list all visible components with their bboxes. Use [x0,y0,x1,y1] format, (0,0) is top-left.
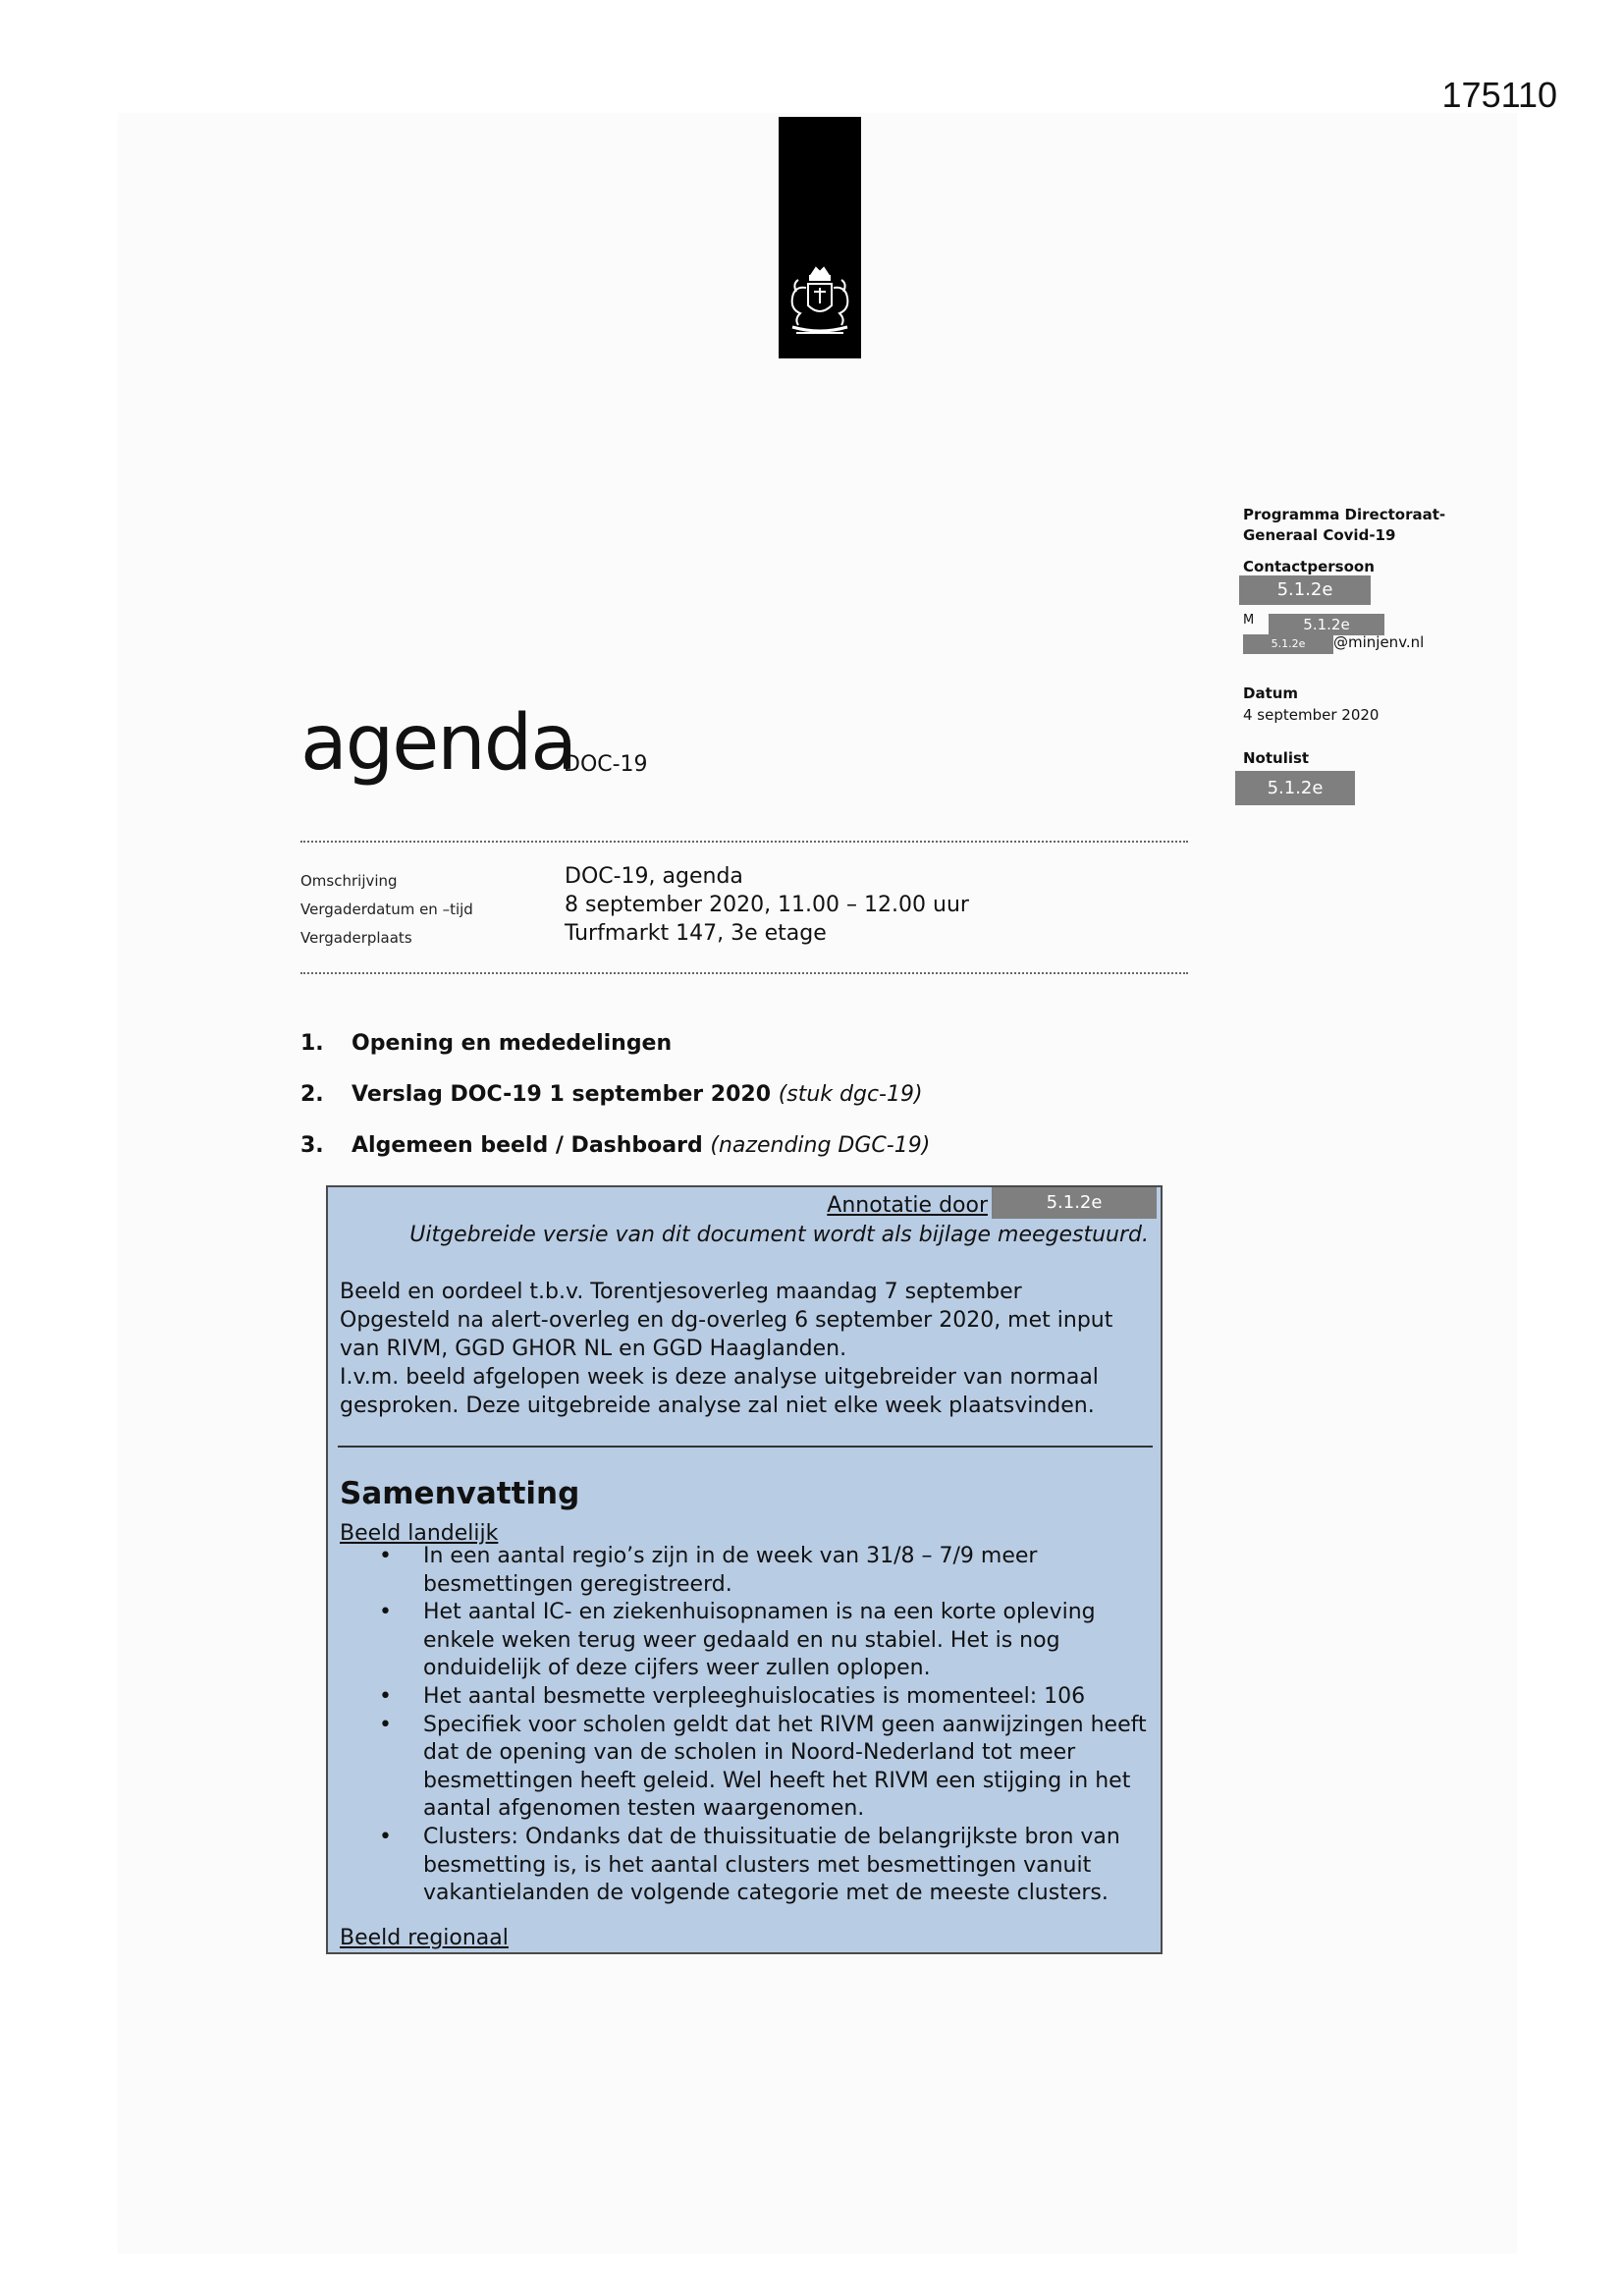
annotation-divider [338,1446,1153,1448]
sidebar-organisation: Programma Directoraat-Generaal Covid-19 [1243,506,1446,544]
agenda-item-number: 1. [300,1031,324,1056]
meta-value: 8 september 2020, 11.00 – 12.00 uur [565,893,969,917]
annotation-author [827,1187,1157,1221]
divider [300,841,1188,843]
contact-label: Contactpersoon [1243,558,1375,575]
agenda-item-note: (nazending DGC-19) [710,1133,931,1158]
agenda-item-title: Algemeen beeld / Dashboard [352,1133,703,1158]
page-title: agenda [300,699,576,788]
annotation-paragraph [340,1278,1155,1420]
contact-name-redaction: 5.1.2e [1239,575,1371,605]
agenda-item-title: Opening en mededelingen [352,1031,673,1056]
document-number: 175110 [1441,75,1557,115]
paragraph-line: Opgesteld na alert-overleg en dg-overleg 6 september 2020, met input van RIVM, GGD GHOR NL en GGD Haaglanden. [340,1308,1113,1361]
list-item: • Het aantal IC- en ziekenhuisopnamen is na een korte opleving enkele weken terug weer gedaald en nu stabiel. Het is nog onduidelijk of deze cijfers weer zullen oplopen. [340,1599,1155,1683]
annotation-box [326,1185,1163,1954]
rijksoverheid-logo [779,117,861,358]
email-user-redaction: 5.1.2e [1243,634,1333,654]
annotation-author-label: Annotatie door [827,1193,988,1218]
meta-label: Vergaderplaats [300,929,412,947]
divider [300,972,1188,974]
title-code: DOC-19 [564,752,648,777]
paragraph-line: I.v.m. beeld afgelopen week is deze analyse uitgebreider van normaal gesproken. Deze uitgebreide analyse zal niet elke week plaatsvinden. [340,1365,1099,1418]
date-value: 4 september 2020 [1243,706,1380,724]
agenda-item-number: 3. [300,1133,324,1158]
mobile-redaction: 5.1.2e [1269,614,1384,635]
regional-picture-heading: Beeld regionaal [340,1926,509,1950]
agenda-item-note: (stuk dgc-19) [778,1082,923,1107]
agenda-item-title: Verslag DOC-19 1 september 2020 [352,1082,772,1107]
annotation-author-redaction: 5.1.2e [992,1187,1157,1219]
list-item: • Het aantal besmette verpleeghuislocaties is momenteel: 106 [340,1683,1155,1712]
meta-value: DOC-19, agenda [565,864,743,889]
summary-bullet-list [340,1543,1155,1908]
paragraph-line: Beeld en oordeel t.b.v. Torentjesoverleg maandag 7 september [340,1280,1022,1304]
meta-label: Vergaderdatum en –tijd [300,901,473,918]
mobile-prefix: M [1243,613,1255,628]
coat-of-arms-icon [783,264,857,345]
email-domain: @minjenv.nl [1333,633,1425,651]
meta-label: Omschrijving [300,872,398,890]
annotation-note: Uitgebreide versie van dit document wordt als bijlage meegestuurd. [409,1223,1149,1247]
list-item: • Specifiek voor scholen geldt dat het RIVM geen aanwijzingen heeft dat de opening van de scholen in Noord-Nederland tot meer besmettingen heeft geleid. Wel heeft het RIVM een stijging in het aantal afgenomen testen waargenomen. [340,1712,1155,1824]
list-item: • Clusters: Ondanks dat de thuissituatie de belangrijkste bron van besmetting is, is het aantal clusters met besmettingen vanuit vakantielanden de volgende categorie met de meeste clusters. [340,1824,1155,1908]
date-label: Datum [1243,684,1299,702]
notulist-label: Notulist [1243,749,1310,767]
summary-heading: Samenvatting [340,1476,580,1511]
list-item: • In een aantal regio’s zijn in de week van 31/8 – 7/9 meer besmettingen geregistreerd. [340,1543,1155,1599]
national-picture-heading: Beeld landelijk [340,1521,499,1546]
meta-value: Turfmarkt 147, 3e etage [565,921,827,946]
notulist-redaction: 5.1.2e [1235,771,1355,805]
agenda-item-number: 2. [300,1082,324,1107]
